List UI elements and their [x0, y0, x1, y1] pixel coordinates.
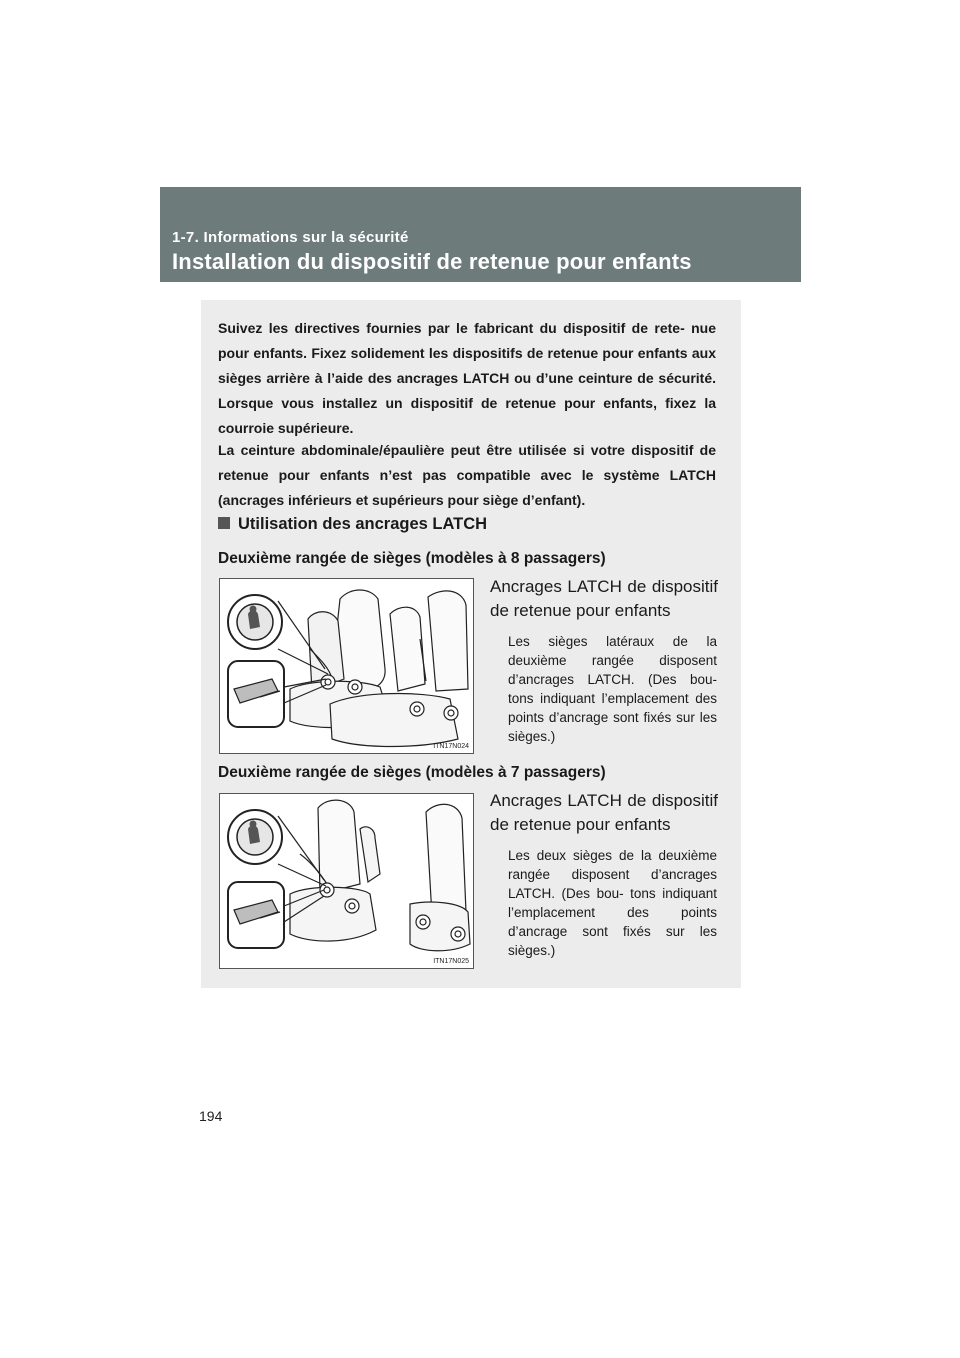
- description-latch-8: Les sièges latéraux de la deuxième rangée disposent d’ancrages LATCH. (Des bou- tons indiquant l’emplacement des points d’ancrage sont fixés sur les sièges.): [508, 634, 717, 744]
- page-title: Installation du dispositif de retenue pour enfants: [172, 249, 692, 274]
- page-number: 194: [199, 1108, 223, 1124]
- figure-code: ITN17N024: [433, 743, 469, 750]
- figure-8-passenger-seats: [219, 578, 474, 754]
- seat-illustration-8: [220, 579, 473, 753]
- section-label: 1-7. Informations sur la sécurité: [172, 229, 409, 246]
- subheading: [218, 515, 487, 534]
- seat-illustration-7: [220, 794, 473, 968]
- intro-paragraph-1: Suivez les directives fournies par le fabricant du dispositif de rete- nue pour enfants. Fixez solidement les dispositifs de retenue pour enfants aux sièges arrière à l’aide des ancrages LATCH ou d’une ceinture de sécurité. Lorsque vous installez un dispositif de retenue pour enfants, fixez la courroie supérieure.: [218, 320, 716, 436]
- chapter-header: [160, 187, 801, 282]
- caption-latch-7: Ancrages LATCH de dispositif de retenue pour enfants: [490, 791, 718, 834]
- subheading-text: Utilisation des ancrages LATCH: [238, 515, 488, 533]
- section-heading-7-passengers: Deuxième rangée de sièges (modèles à 7 passagers): [218, 764, 606, 781]
- square-bullet-icon: [218, 517, 230, 529]
- figure-7-passenger-seats: [219, 793, 474, 969]
- intro-paragraph-2: La ceinture abdominale/épaulière peut être utilisée si votre dispositif de retenue pour enfants n’est pas compatible avec le système LATCH (ancrages inférieurs et supérieurs pour siège d’enfant).: [218, 442, 716, 508]
- section-heading-8-passengers: Deuxième rangée de sièges (modèles à 8 passagers): [218, 550, 606, 567]
- caption-latch-8: Ancrages LATCH de dispositif de retenue pour enfants: [490, 577, 718, 620]
- description-latch-7: Les deux sièges de la deuxième rangée disposent d’ancrages LATCH. (Des bou- tons indiquant l’emplacement des points d’ancrage sont fixés sur les sièges.): [508, 848, 717, 958]
- figure-code: ITN17N025: [433, 958, 469, 965]
